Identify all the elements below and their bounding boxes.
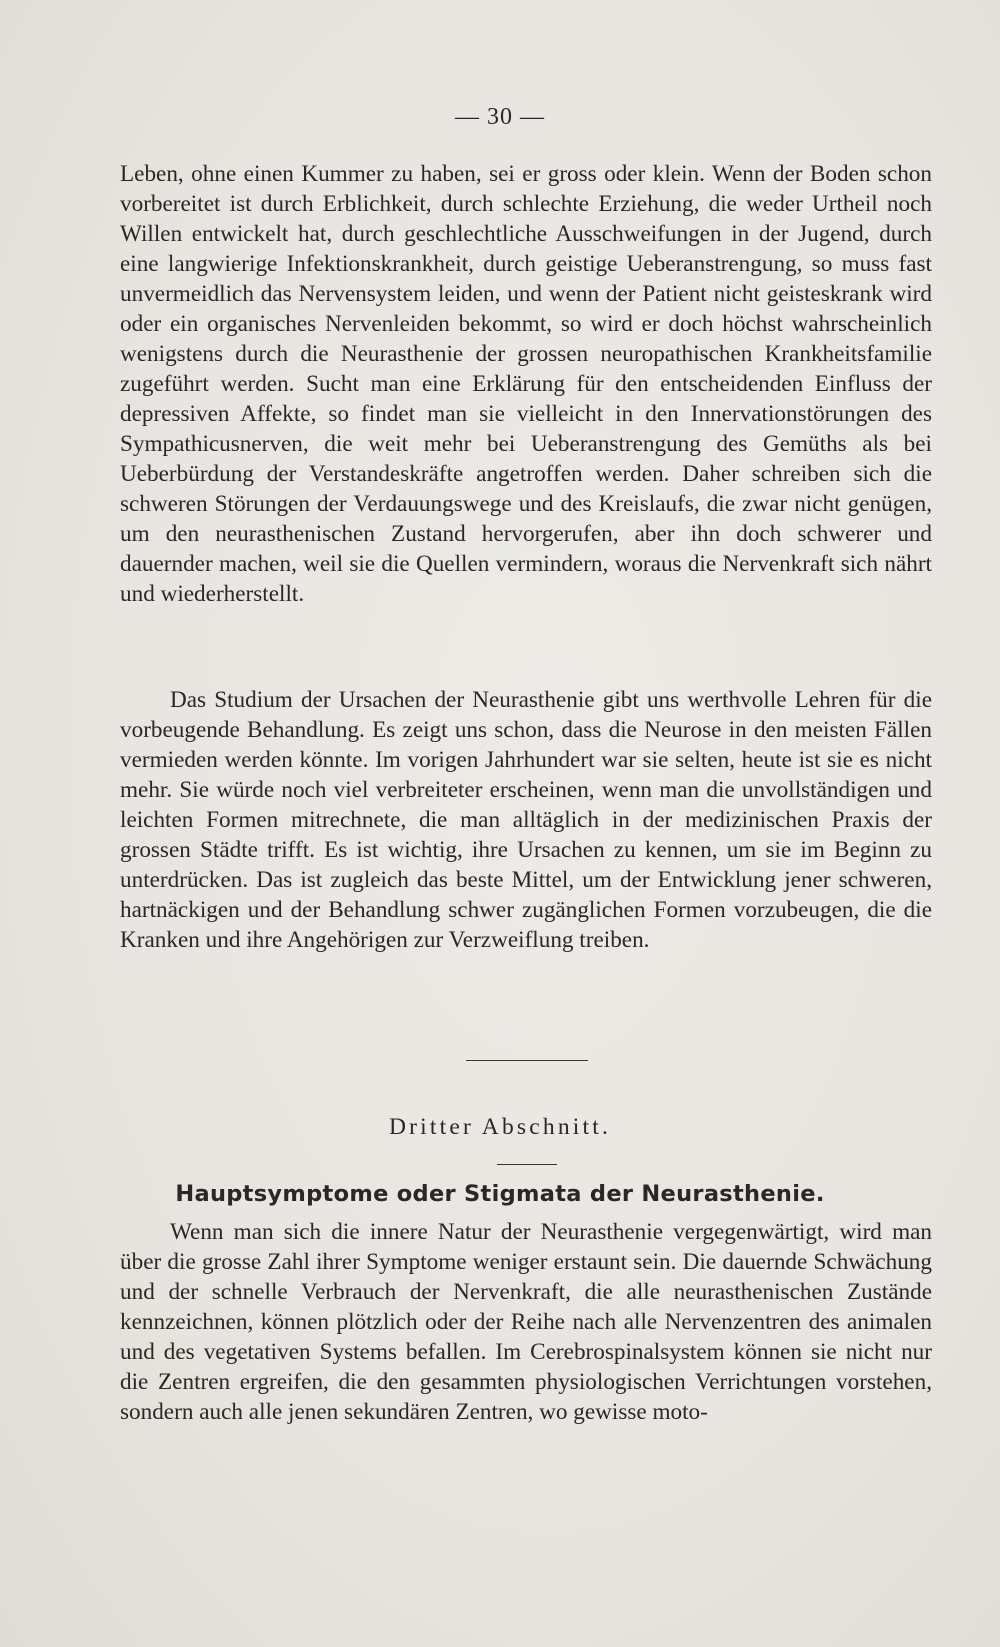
text-block-middle: [120, 685, 932, 955]
paragraph: Das Studium der Ursachen der Neurasthenie gibt uns werthvolle Lehren für die vorbeugende Behandlung. Es zeigt uns schon, dass die Neurose in den meisten Fällen vermieden werden könnte. Im vorigen Jahrhundert war sie selten, heute ist sie es nicht mehr. Sie würde noch viel verbreiteter erscheinen, wenn man die unvollständigen und leichten Formen mitrechnete, die man alltäglich in der medizinischen Praxis der grossen Städte trifft. Es ist wichtig, ihre Ursachen zu kennen, um sie im Beginn zu unterdrücken. Das ist zugleich das beste Mittel, um der Entwicklung jener schweren, hartnäckigen und der Behandlung schwer zugänglichen Formen vorzubeugen, die die Kranken und ihre Angehörigen zur Verzweiflung treiben.: [120, 687, 932, 953]
paragraph: Wenn man sich die innere Natur der Neurasthenie vergegenwärtigt, wird man über die grosse Zahl ihrer Symptome weniger erstaunt sein. Die dauernde Schwächung und der schnelle Verbrauch der Nervenkraft, die alle neurasthenischen Zustände kennzeichnen, können plötzlich oder der Reihe nach alle Nervenzentren des animalen und des vegetativen Systems befallen. Im Cerebrospinalsystem können sie nicht nur die Zentren ergreifen, die den gesammten physiologischen Verrichtungen vorstehen, sondern auch alle jenen sekundären Zentren, wo gewisse moto-: [120, 1219, 932, 1425]
heading-divider-rule: [497, 1164, 557, 1165]
section-divider-rule: [466, 1060, 588, 1061]
page-number: — 30 —: [455, 104, 545, 130]
text-block-bottom: [120, 1217, 932, 1427]
paragraph: Leben, ohne einen Kummer zu haben, sei er gross oder klein. Wenn der Boden schon vorbereitet ist durch Erblichkeit, durch schlechte Erziehung, die weder Urtheil noch Willen entwickelt hat, durch geschlechtliche Ausschweifungen in der Jugend, durch eine langwierige Infektionskrankheit, durch geistige Ueberanstrengung, so muss fast unvermeidlich das Nervensystem leiden, und wenn der Patient nicht geisteskrank wird oder ein organisches Nervenleiden bekommt, so wird er doch höchst wahrscheinlich wenigstens durch die Neurasthenie der grossen neuropathischen Krankheitsfamilie zugeführt werden. Sucht man eine Erklärung für den entscheidenden Einfluss der depressiven Affekte, so findet man sie vielleicht in den Innervationstörungen des Sympathicusnerven, die weit mehr bei Ueberanstrengung des Gemüths als bei Ueberbürdung der Verstandeskräfte angetroffen werden. Daher schreiben sich die schweren Störungen der Verdauungswege und des Kreislaufs, die zwar nicht genügen, um den neurasthenischen Zustand hervorgerufen, aber ihn doch schwerer und dauernder machen, weil sie die Quellen vermindern, woraus die Nervenkraft sich nährt und wiederherstellt.: [120, 161, 932, 607]
text-block-top: [120, 159, 932, 609]
section-label: Dritter Abschnitt.: [388, 1114, 612, 1140]
section-title: Hauptsymptome oder Stigmata der Neurasthenie.: [175, 1181, 825, 1207]
